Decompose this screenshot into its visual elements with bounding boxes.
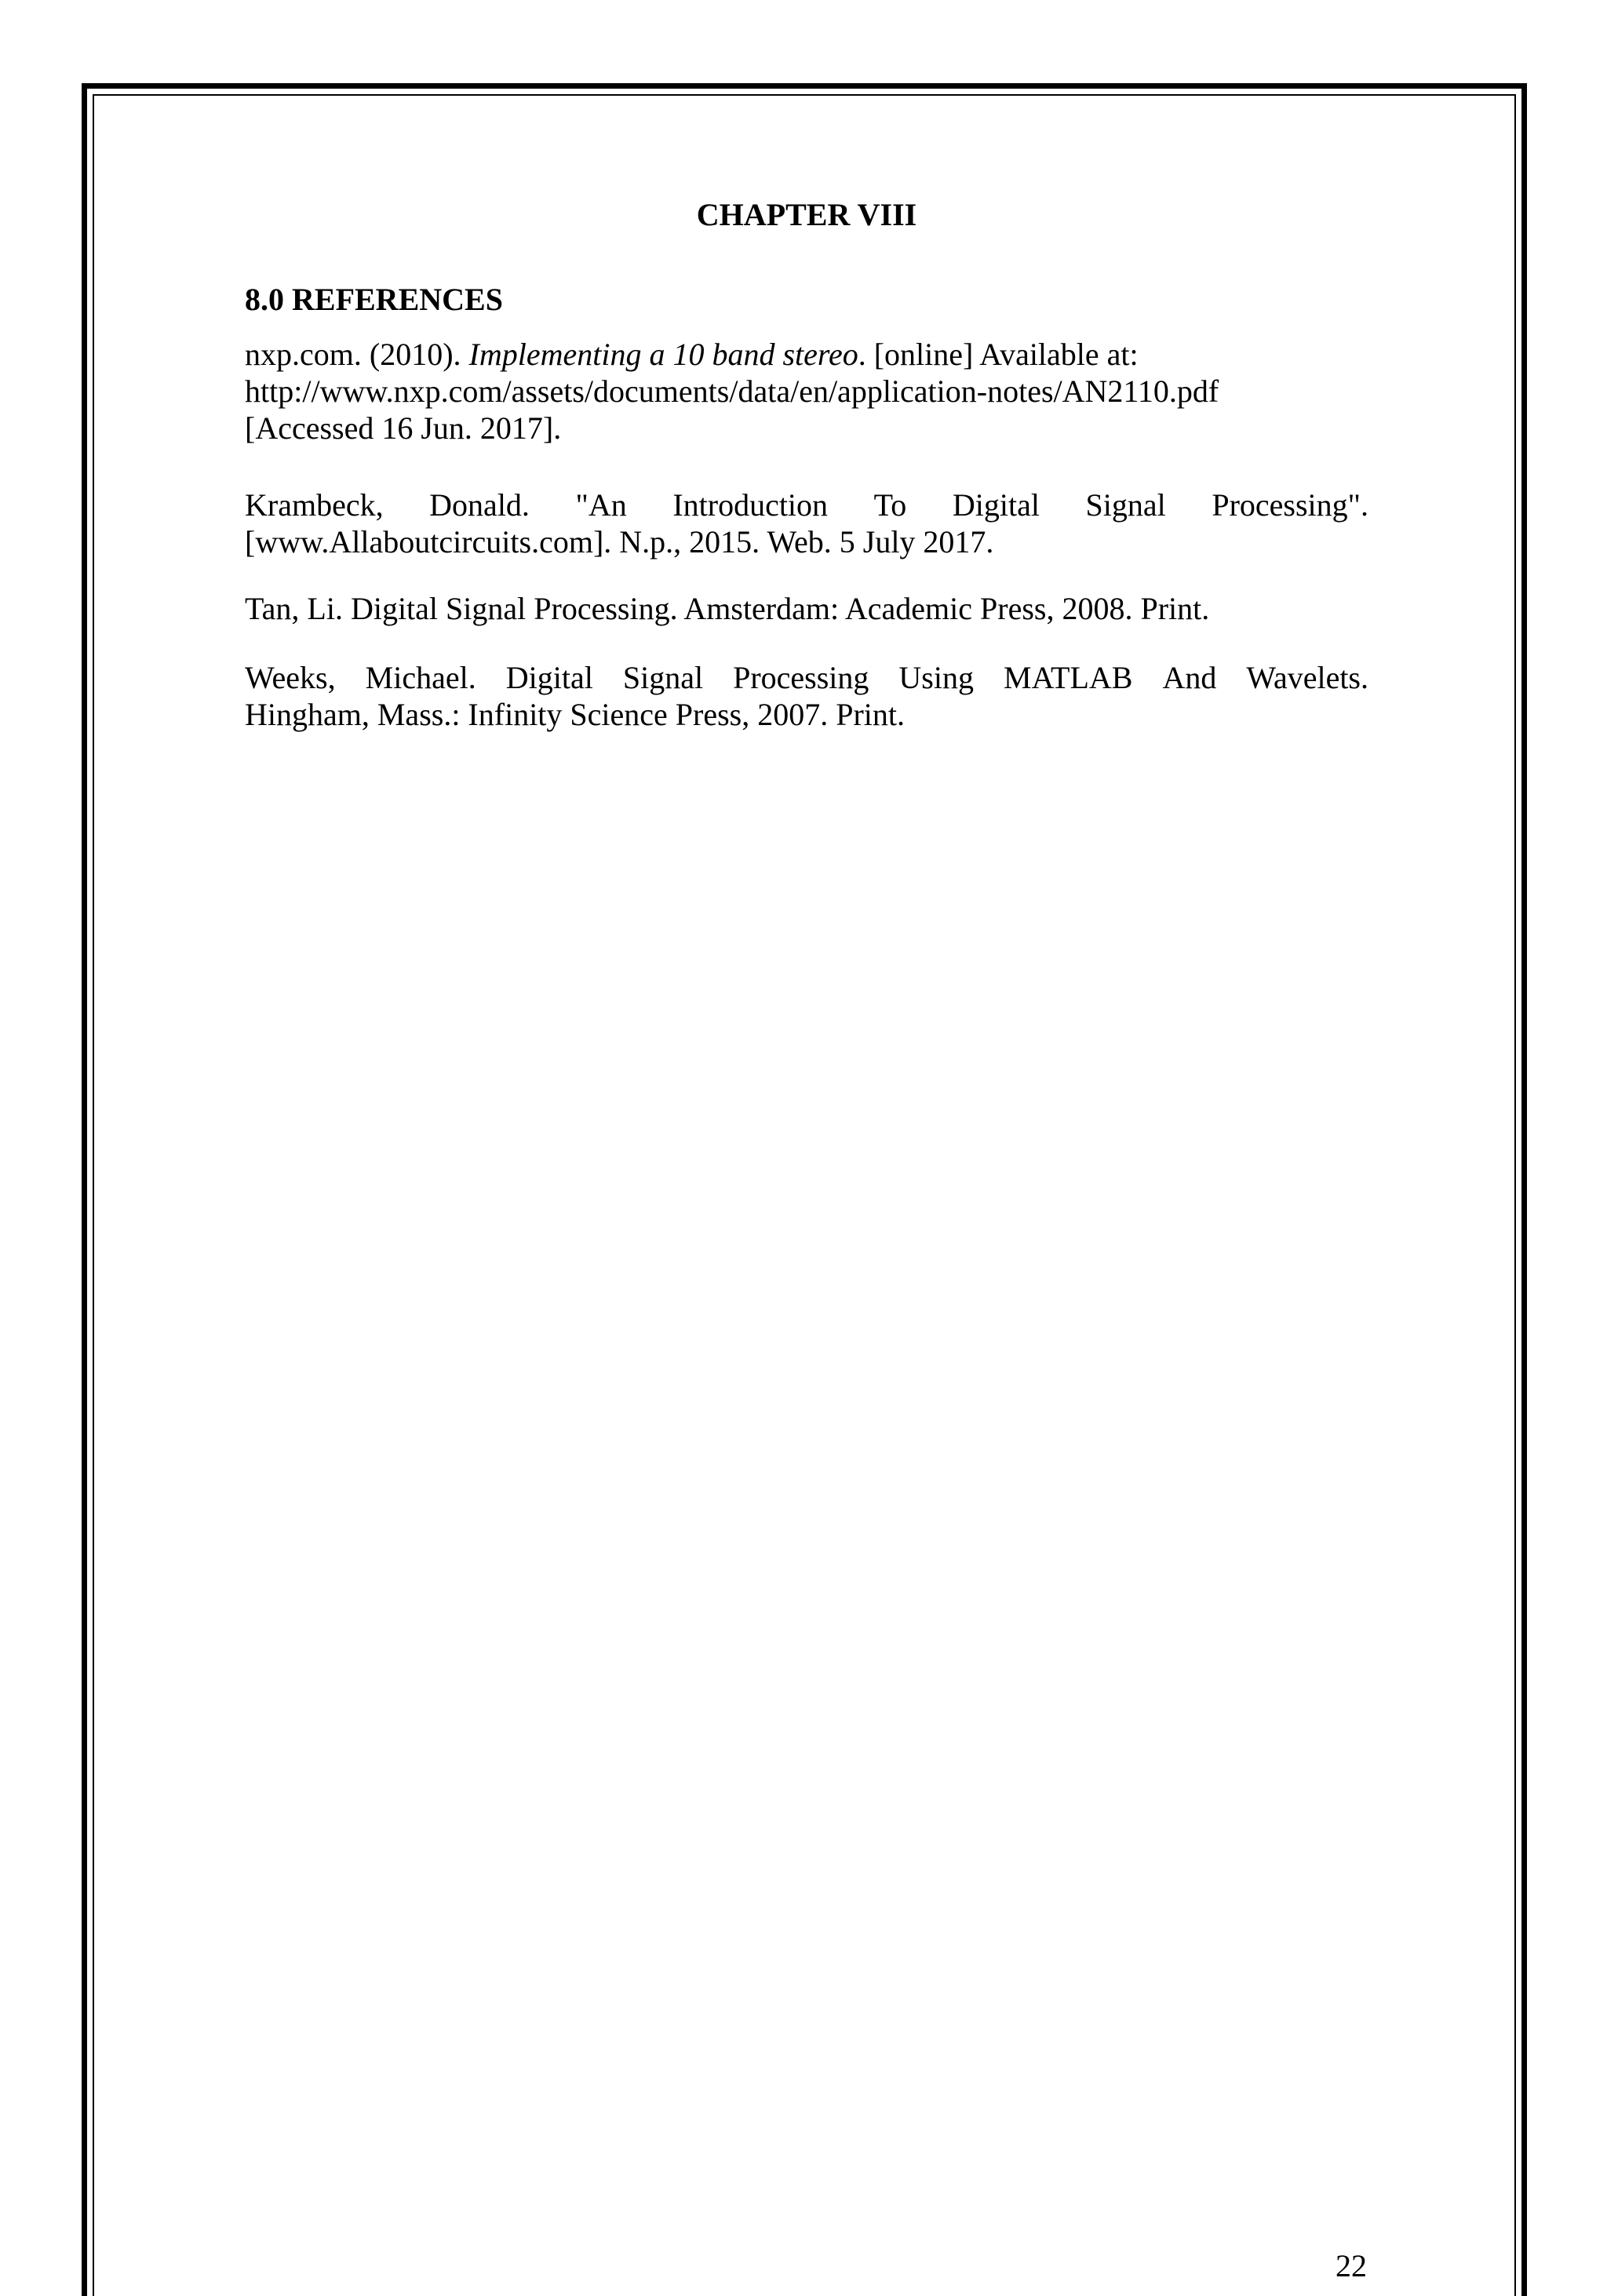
reference-entry-krambeck (245, 487, 1368, 560)
reference-word: "An (575, 487, 627, 523)
reference-title-italic: Implementing a 10 band stereo (468, 337, 858, 372)
reference-text: nxp.com. (2010). (245, 337, 469, 372)
reference-word: Processing". (1212, 487, 1368, 523)
reference-word: Signal (622, 660, 704, 695)
reference-entry-nxp (245, 336, 1368, 446)
reference-word: Wavelets. (1246, 660, 1368, 695)
reference-line-justified (245, 487, 1368, 523)
page-number: 22 (1336, 2248, 1367, 2283)
reference-line: Tan, Li. Digital Signal Processing. Amsterdam: Academic Press, 2008. Print. (245, 591, 1210, 626)
section-heading: 8.0 REFERENCES (245, 282, 503, 317)
reference-word: MATLAB (1004, 660, 1133, 695)
reference-word: Donald. (429, 487, 530, 523)
reference-word: Weeks, (245, 660, 336, 695)
reference-accessed: [Accessed 16 Jun. 2017]. (245, 410, 562, 446)
reference-text: . [online] Available at: (858, 337, 1139, 372)
reference-word: Krambeck, (245, 487, 384, 523)
reference-word: Processing (733, 660, 869, 695)
reference-entry-weeks (245, 659, 1368, 733)
reference-line-justified (245, 659, 1368, 696)
reference-line (245, 336, 1368, 373)
reference-word: Digital (952, 487, 1040, 523)
reference-word: Digital (505, 660, 593, 695)
reference-url: http://www.nxp.com/assets/documents/data/en/application-notes/AN2110.pdf (245, 374, 1219, 409)
reference-word: And (1162, 660, 1217, 695)
reference-word: Using (898, 660, 974, 695)
reference-word: Introduction (672, 487, 829, 523)
reference-word: To (873, 487, 907, 523)
chapter-title: CHAPTER VIII (696, 197, 917, 232)
reference-word: Michael. (365, 660, 476, 695)
reference-word: Signal (1085, 487, 1166, 523)
reference-line: Hingham, Mass.: Infinity Science Press, 2007. Print. (245, 697, 906, 732)
reference-line: [www.Allaboutcircuits.com]. N.p., 2015. Web. 5 July 2017. (245, 524, 994, 559)
reference-entry-tan (245, 590, 1368, 627)
